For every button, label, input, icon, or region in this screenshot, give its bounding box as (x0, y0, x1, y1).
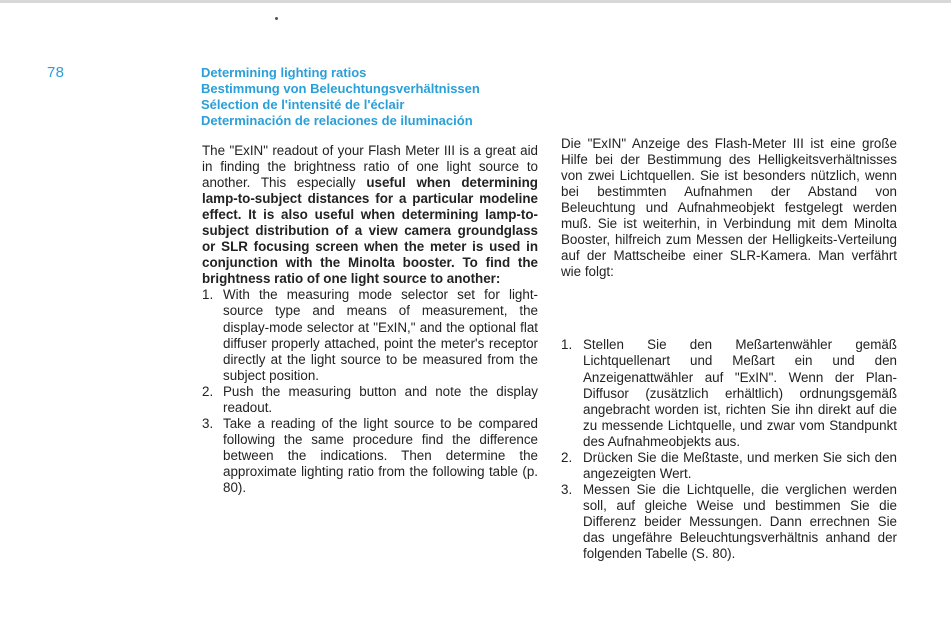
page-number: 78 (47, 64, 65, 81)
heading-spanish: Determinación de relaciones de iluminación (201, 113, 473, 128)
english-intro (202, 143, 538, 287)
heading-english: Determining lighting ratios (201, 65, 367, 80)
heading-french: Sélection de l'intensité de l'éclair (201, 97, 405, 112)
step-text: Take a reading of the light source to be compared following the same procedure find the difference between the indications. Then determine the approximate lighting ratio from the following table (p. 80). (223, 415, 538, 495)
list-item (561, 337, 897, 449)
step-number: 1. (561, 337, 573, 353)
step-text: Stellen Sie den Meßartenwähler gemäß Lichtquellenart und Meßart ein und den Anzeigenattwähler auf "ExIN". Wenn der Plan-Diffusor (zusätzlich erhältlich) ordnungsgemäß angebracht worden ist, richten Sie ihn direkt auf die zu messende Lichtquelle, und zwar vom Standpunkt des Aufnahmeobjekts aus. (583, 337, 897, 449)
english-steps (202, 287, 538, 496)
english-intro-text: The "ExIN" readout of your Flash Meter III is a great aid in finding the brightness ratio of one light source to another. This especially (202, 143, 538, 191)
list-item (202, 416, 538, 496)
list-item (202, 287, 538, 383)
german-column (561, 136, 897, 562)
step-number: 2. (202, 383, 214, 399)
german-steps (561, 337, 897, 562)
step-text: Messen Sie die Lichtquelle, die verglichen werden soll, auf gleiche Weise und bestimmen Sie die Differenz beider Messungen. Dann errechnen Sie das ungefähre Beleuchtungsverhältnis anhand der folgenden Tabelle (S. 80). (583, 481, 897, 562)
scan-speck (275, 17, 278, 20)
german-intro: Die "ExIN" Anzeige des Flash-Meter III ist eine große Hilfe bei der Bestimmung des Helligkeitsverhältnisses von zwei Lichtquellen. Sie ist besonders nützlich, wenn bei bestimmten Aufnahmen der Abstand von Beleuchtung und Aufnahmeobjekt festgelegt werden muß. Sie ist weiterhin, in Verbindung mit dem Minolta Booster, hilfreich zum Messen der Helligkeits-Verteilung auf der Mattscheibe einer SLR-Kamera. Man verfährt wie folgt: (561, 136, 897, 280)
step-text: Push the measuring button and note the display readout. (223, 383, 538, 415)
english-column (202, 143, 538, 496)
english-intro-emphasis: useful when determining lamp-to-subject distances for a particular modeline effect. It is also useful when determining lamp-to-subject distribution of a view camera groundglass or SLR focusing screen when the meter is used in conjunction with the Minolta booster. To find the brightness ratio of one light source to another: (202, 175, 538, 287)
list-item (561, 450, 897, 482)
list-item (202, 384, 538, 416)
step-number: 1. (202, 287, 214, 303)
section-headings (201, 65, 561, 129)
heading-german: Bestimmung von Beleuchtungsverhältnissen (201, 81, 480, 96)
step-text: Drücken Sie die Meßtaste, und merken Sie sich den angezeigten Wert. (583, 449, 897, 481)
top-edge-line (0, 0, 951, 3)
step-number: 3. (561, 481, 573, 497)
list-item (561, 482, 897, 562)
step-number: 3. (202, 415, 214, 431)
step-number: 2. (561, 449, 573, 465)
step-text: With the measuring mode selector set for light-source type and means of measurement, the display-mode selector at "ExIN," and the optional flat diffuser properly attached, point the meter's receptor directly at the light source to be measured from the subject position. (223, 287, 538, 383)
